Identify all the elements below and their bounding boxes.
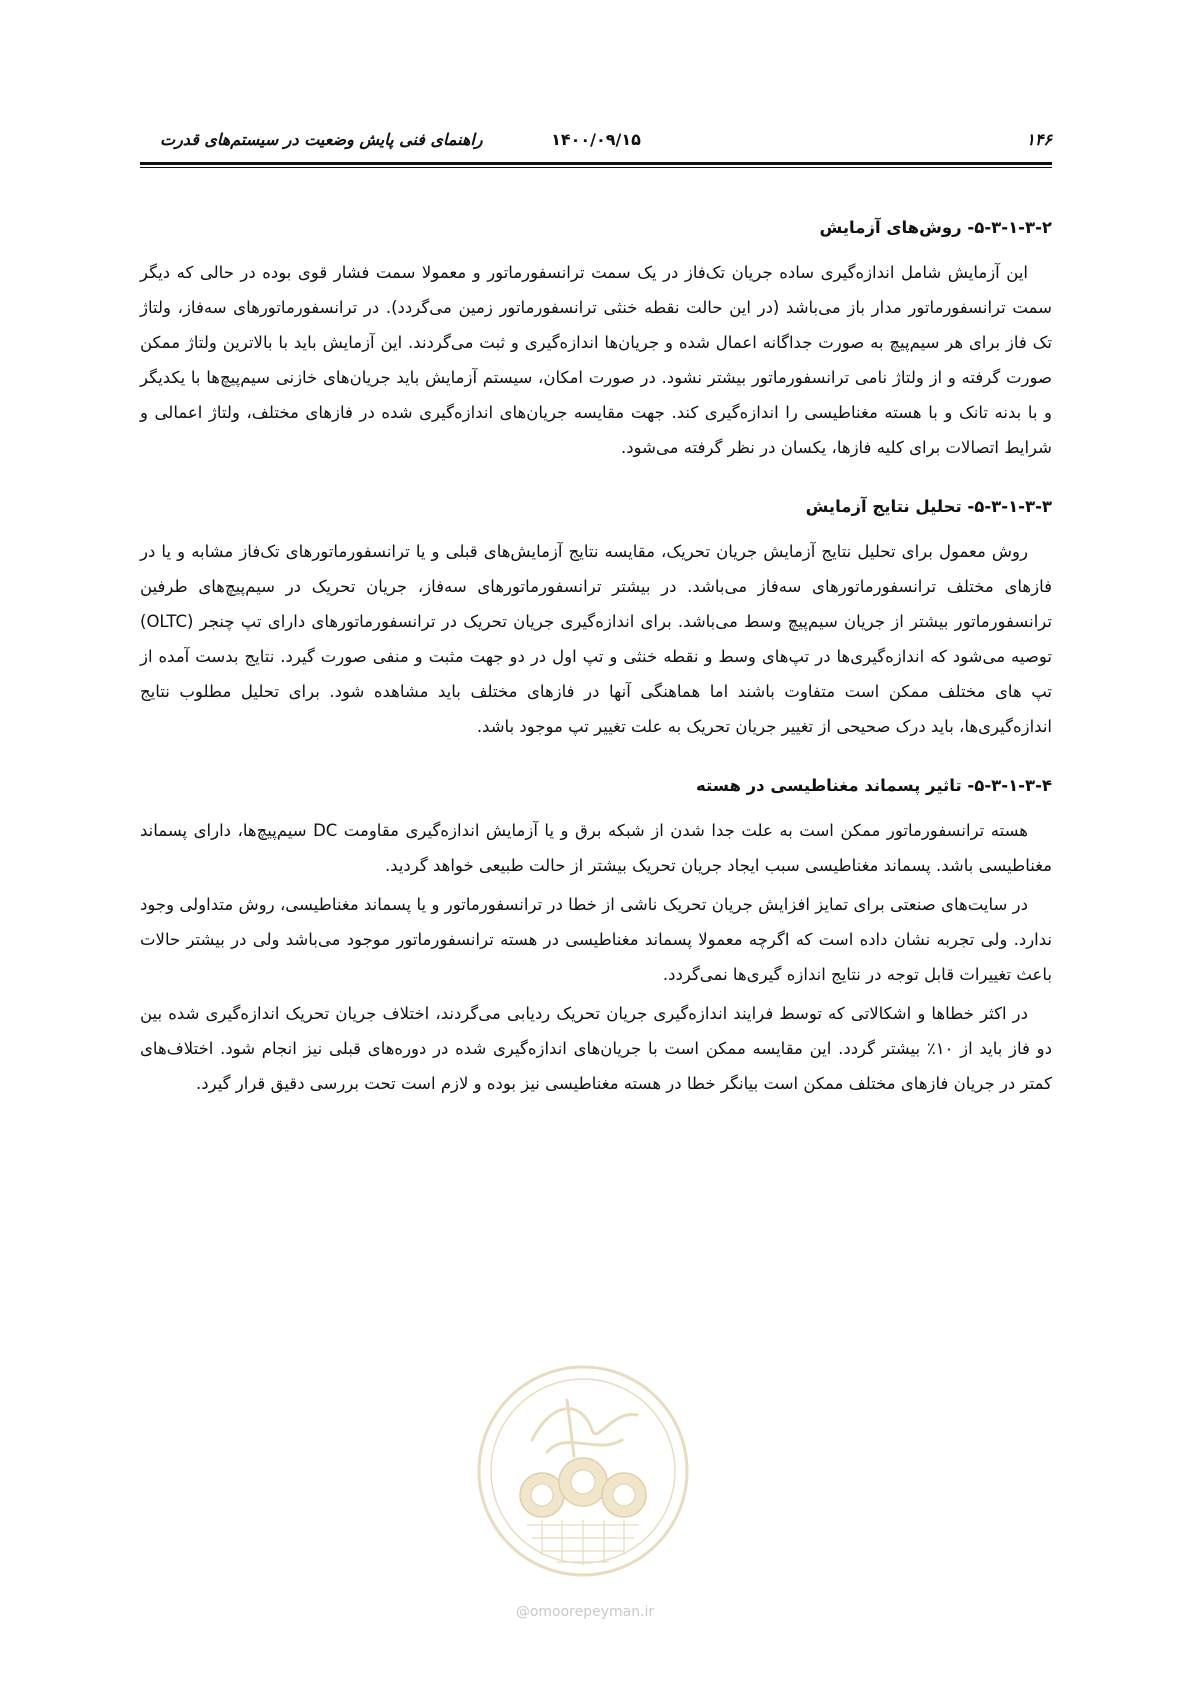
- section-result-analysis: [140, 489, 1052, 744]
- section-residual-magnetism: [140, 768, 1052, 1101]
- header-title: راهنمای فنی پایش وضعیت در سیستم‌های قدرت: [160, 130, 483, 149]
- section-test-methods: [140, 210, 1052, 465]
- section-heading: ۵-۳-۱-۳-۴- تاثیر پسماند مغناطیسی در هسته: [695, 776, 1052, 795]
- header-rule-thin: [140, 167, 1052, 168]
- header-rule: [140, 162, 1052, 165]
- watermark-url: @omoorepeyman.ir: [515, 1604, 655, 1620]
- section-heading: ۵-۳-۱-۳-۳- تحلیل نتایج آزمایش: [805, 497, 1052, 516]
- header-date: ۱۴۰۰/۰۹/۱۵: [551, 130, 641, 149]
- page-number: ۱۴۶: [1026, 130, 1052, 149]
- page-header: [140, 126, 1052, 156]
- paragraph: روش معمول برای تحلیل نتایج آزمایش جریان تحریک، مقایسه نتایج آزمایش‌های قبلی و یا ترانسفورماتورهای تک‌فاز مشابه و یا در فازهای مختلف ترانسفورماتورهای سه‌فاز می‌باشد. در بیشتر ترانسفورماتورهای سه‌فاز، جریان تحریک در سیم‌پیچ‌های طرفین ترانسفورماتور بیشتر از جریان سیم‌پیچ وسط می‌باشد. برای اندازه‌گیری جریان تحریک در ترانسفورماتورهای دارای تپ چنجر (OLTC) توصیه می‌شود که اندازه‌گیری‌ها در تپ‌های وسط و نقطه خنثی و تپ اول در دو جهت مثبت و منفی صورت گیرد. نتایج بدست آمده از تپ های مختلف ممکن است متفاوت باشند اما هماهنگی آنها در فازهای مختلف باید مشاهده شود. برای تحلیل مطلوب نتایج اندازه‌گیری‌ها، باید درک صحیحی از تغییر جریان تحریک به علت تغییر تپ موجود باشد.: [140, 542, 1052, 736]
- section-heading: ۵-۳-۱-۳-۲- روش‌های آزمایش: [819, 218, 1052, 237]
- paragraph: در سایت‌های صنعتی برای تمایز افزایش جریان تحریک ناشی از خطا در ترانسفورماتور و یا پسماند مغناطیسی، روش متداولی وجود ندارد. ولی تجربه نشان داده است که اگرچه معمولا پسماند مغناطیسی در هسته ترانسفورماتور موجود می‌باشد ولی در بیشتر حالات باعث تغییرات قابل توجه در نتایج اندازه گیری‌ها نمی‌گردد.: [140, 895, 1052, 984]
- paragraph: در اکثر خطاها و اشکالاتی که توسط فرایند اندازه‌گیری جریان تحریک ردیابی می‌گردند، اختلاف جریان تحریک اندازه‌گیری شده بین دو فاز باید از ۱۰٪ بیشتر گردد. این مقایسه ممکن است با جریان‌های اندازه‌گیری شده در دوره‌های قبلی نیز انجام شود. اختلاف‌های کمتر در جریان فازهای مختلف ممکن است بیانگر خطا در هسته مغناطیسی نیز بوده و لازم است تحت بررسی دقیق قرار گیرد.: [140, 1004, 1052, 1093]
- watermark-logo-icon: [472, 1360, 694, 1582]
- document-body: [140, 210, 1052, 1101]
- paragraph: هسته ترانسفورماتور ممکن است به علت جدا شدن از شبکه برق و یا آزمایش اندازه‌گیری مقاومت DC سیم‌پیچ‌ها، دارای پسماند مغناطیسی باشد. پسماند مغناطیسی سبب ایجاد جریان تحریک بیشتر از حالت طبیعی خواهد گردید.: [140, 821, 1052, 875]
- paragraph: این آزمایش شامل اندازه‌گیری ساده جریان تک‌فاز در یک سمت ترانسفورماتور و معمولا سمت فشار قوی بوده در حالی که دیگر سمت ترانسفورماتور مدار باز می‌باشد (در این حالت نقطه خنثی ترانسفورماتور زمین می‌گردد). در ترانسفورماتورهای سه‌فاز، ولتاژ تک فاز برای هر سیم‌پیچ به صورت جداگانه اعمال شده و جریان‌ها اندازه‌گیری و ثبت می‌گردند. این آزمایش باید با بالاترین ولتاژ ممکن صورت گرفته و از ولتاژ نامی ترانسفورماتور بیشتر نشود. در صورت امکان، سیستم آزمایش باید جریان‌های خازنی سیم‌پیچ‌ها با یکدیگر و با بدنه تانک و با هسته مغناطیسی را اندازه‌گیری کند. جهت مقایسه جریان‌های اندازه‌گیری شده در فازهای مختلف، ولتاژ اعمالی و شرایط اتصالات برای کلیه فازها، یکسان در نظر گرفته می‌شود.: [140, 263, 1052, 457]
